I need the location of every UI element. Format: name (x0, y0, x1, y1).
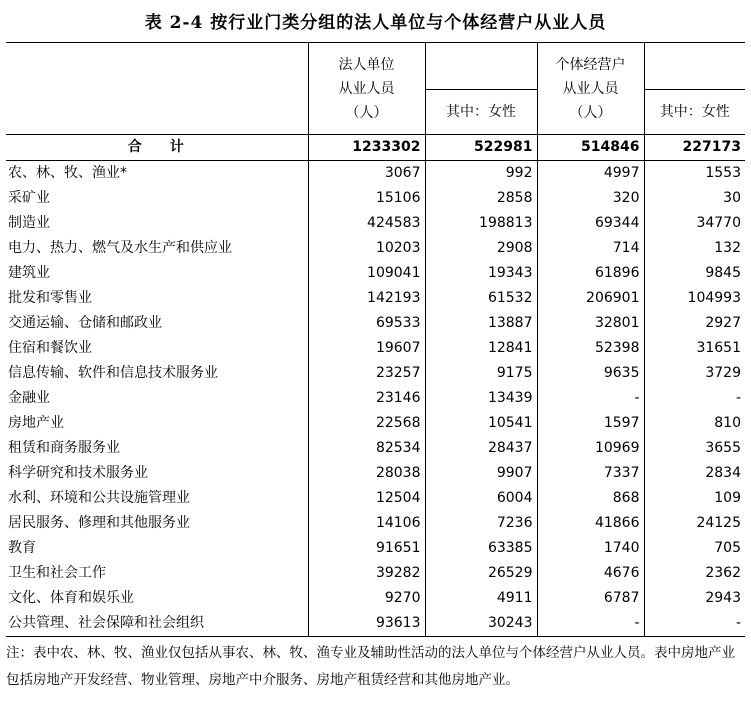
cell-value: 82534 (308, 436, 425, 461)
cell-value: 2858 (425, 186, 537, 211)
cell-value: 6004 (425, 486, 537, 511)
row-label: 电力、热力、燃气及水生产和供应业 (8, 240, 232, 256)
cell-value: 109 (644, 486, 745, 511)
cell-value: 9175 (425, 361, 537, 386)
cell-value: 61532 (425, 286, 537, 311)
cell-value: 424583 (308, 211, 425, 236)
table-row (6, 286, 745, 311)
cell-value: 1233302 (308, 135, 425, 161)
cell-value: 4676 (537, 561, 644, 586)
cell-value: 39282 (308, 561, 425, 586)
cell-value: 23146 (308, 386, 425, 411)
table-row (6, 411, 745, 436)
cell-value: 9907 (425, 461, 537, 486)
cell-value: 31651 (644, 336, 745, 361)
cell-value: 10541 (425, 411, 537, 436)
cell-value: 514846 (537, 135, 644, 161)
table-row (6, 386, 745, 411)
cell-value: 19607 (308, 336, 425, 361)
cell-value: 12841 (425, 336, 537, 361)
cell-value: 19343 (425, 261, 537, 286)
table-row (6, 536, 745, 561)
employment-table (6, 42, 745, 637)
cell-value: 206901 (537, 286, 644, 311)
cell-value: 3067 (308, 161, 425, 187)
cell-value: 227173 (644, 135, 745, 161)
header-blank-2 (644, 43, 745, 90)
cell-value: 4997 (537, 161, 644, 187)
row-label: 金融业 (8, 390, 50, 406)
cell-value: 15106 (308, 186, 425, 211)
header-female-individual: 其中：女性 (644, 90, 745, 135)
table-row (6, 261, 745, 286)
table-row (6, 161, 745, 187)
row-label: 公共管理、社会保障和社会组织 (6, 611, 308, 637)
cell-value: 34770 (644, 211, 745, 236)
cell-value: 9635 (537, 361, 644, 386)
table-row (6, 561, 745, 586)
table-row (6, 336, 745, 361)
table-row (6, 311, 745, 336)
table-title: 表 2-4 按行业门类分组的法人单位与个体经营户从业人员 (144, 13, 607, 33)
cell-value: 61896 (537, 261, 644, 286)
row-label: 文化、体育和娱乐业 (8, 590, 134, 606)
cell-value: 28038 (308, 461, 425, 486)
cell-value: 22568 (308, 411, 425, 436)
table-row (6, 586, 745, 611)
header-blank-1 (425, 43, 537, 90)
header-female-legal: 其中：女性 (425, 90, 537, 135)
cell-value: - (537, 611, 644, 637)
cell-value: 23257 (308, 361, 425, 386)
cell-value: 10203 (308, 236, 425, 261)
cell-value: 1740 (537, 536, 644, 561)
cell-value: 714 (537, 236, 644, 261)
cell-value: 2362 (644, 561, 745, 586)
cell-value: 7236 (425, 511, 537, 536)
stub-header (6, 43, 308, 135)
table-row (6, 361, 745, 386)
table-row (6, 511, 745, 536)
table-row-total (6, 135, 745, 161)
row-label: 科学研究和技术服务业 (8, 465, 148, 481)
row-label: 住宿和餐饮业 (8, 340, 92, 356)
cell-value: 4911 (425, 586, 537, 611)
row-label: 制造业 (8, 215, 50, 231)
cell-value: 109041 (308, 261, 425, 286)
cell-value: 6787 (537, 586, 644, 611)
cell-value: 132 (644, 236, 745, 261)
cell-value: 2927 (644, 311, 745, 336)
cell-value: - (644, 386, 745, 411)
table-row (6, 211, 745, 236)
cell-value: 93613 (308, 611, 425, 637)
cell-value: - (644, 611, 745, 637)
footnote: 注：表中农、林、牧、渔业仅包括从事农、林、牧、渔专业及辅助性活动的法人单位与个体经营户从业人员。表中房地产业包括房地产开发经营、物业管理、房地产中介服务、房地产租赁经营和其他房地产业。 (6, 645, 735, 688)
header-line: 法人单位 (338, 56, 395, 73)
row-label: 批发和零售业 (8, 290, 92, 306)
row-label: 教育 (8, 540, 36, 556)
cell-value: 705 (644, 536, 745, 561)
cell-value: 2908 (425, 236, 537, 261)
row-label: 采矿业 (8, 190, 50, 206)
cell-value: 3729 (644, 361, 745, 386)
cell-value: 69533 (308, 311, 425, 336)
cell-value: 522981 (425, 135, 537, 161)
header-line: 从业人员 (562, 80, 619, 97)
cell-value: 2943 (644, 586, 745, 611)
cell-value: 30243 (425, 611, 537, 637)
header-line: 从业人员 (338, 80, 395, 97)
cell-value: 30 (644, 186, 745, 211)
cell-value: 69344 (537, 211, 644, 236)
row-label: 交通运输、仓储和邮政业 (8, 315, 162, 331)
cell-value: 13887 (425, 311, 537, 336)
cell-value: 10969 (537, 436, 644, 461)
cell-value: 91651 (308, 536, 425, 561)
cell-value: 868 (537, 486, 644, 511)
row-label: 建筑业 (8, 265, 50, 281)
cell-value: - (537, 386, 644, 411)
table-row (6, 611, 745, 637)
cell-value: 63385 (425, 536, 537, 561)
header-line: （人） (569, 104, 612, 121)
table-row (6, 461, 745, 486)
row-label: 房地产业 (8, 415, 64, 431)
cell-value: 9845 (644, 261, 745, 286)
table-row (6, 186, 745, 211)
row-label: 水利、环境和公共设施管理业 (8, 490, 190, 506)
header-individual-employees (537, 43, 644, 135)
header-line: 个体经营户 (555, 56, 626, 73)
cell-value: 9270 (308, 586, 425, 611)
cell-value: 7337 (537, 461, 644, 486)
cell-value: 32801 (537, 311, 644, 336)
table-row (6, 236, 745, 261)
cell-value: 26529 (425, 561, 537, 586)
row-label: 居民服务、修理和其他服务业 (8, 515, 190, 531)
cell-value: 320 (537, 186, 644, 211)
cell-value: 992 (425, 161, 537, 187)
header-line: （人） (345, 104, 388, 121)
header-legal-unit-employees (308, 43, 425, 135)
table-row (6, 436, 745, 461)
cell-value: 24125 (644, 511, 745, 536)
cell-value: 142193 (308, 286, 425, 311)
cell-value: 3655 (644, 436, 745, 461)
row-label: 信息传输、软件和信息技术服务业 (8, 365, 218, 381)
cell-value: 1597 (537, 411, 644, 436)
cell-value: 52398 (537, 336, 644, 361)
cell-value: 28437 (425, 436, 537, 461)
cell-value: 14106 (308, 511, 425, 536)
row-label: 合计 (6, 135, 308, 161)
cell-value: 41866 (537, 511, 644, 536)
row-label: 农、林、牧、渔业* (8, 165, 127, 181)
cell-value: 12504 (308, 486, 425, 511)
table-row (6, 486, 745, 511)
row-label: 卫生和社会工作 (8, 565, 106, 581)
cell-value: 2834 (644, 461, 745, 486)
cell-value: 810 (644, 411, 745, 436)
cell-value: 1553 (644, 161, 745, 187)
cell-value: 104993 (644, 286, 745, 311)
cell-value: 13439 (425, 386, 537, 411)
cell-value: 198813 (425, 211, 537, 236)
row-label: 租赁和商务服务业 (8, 440, 120, 456)
